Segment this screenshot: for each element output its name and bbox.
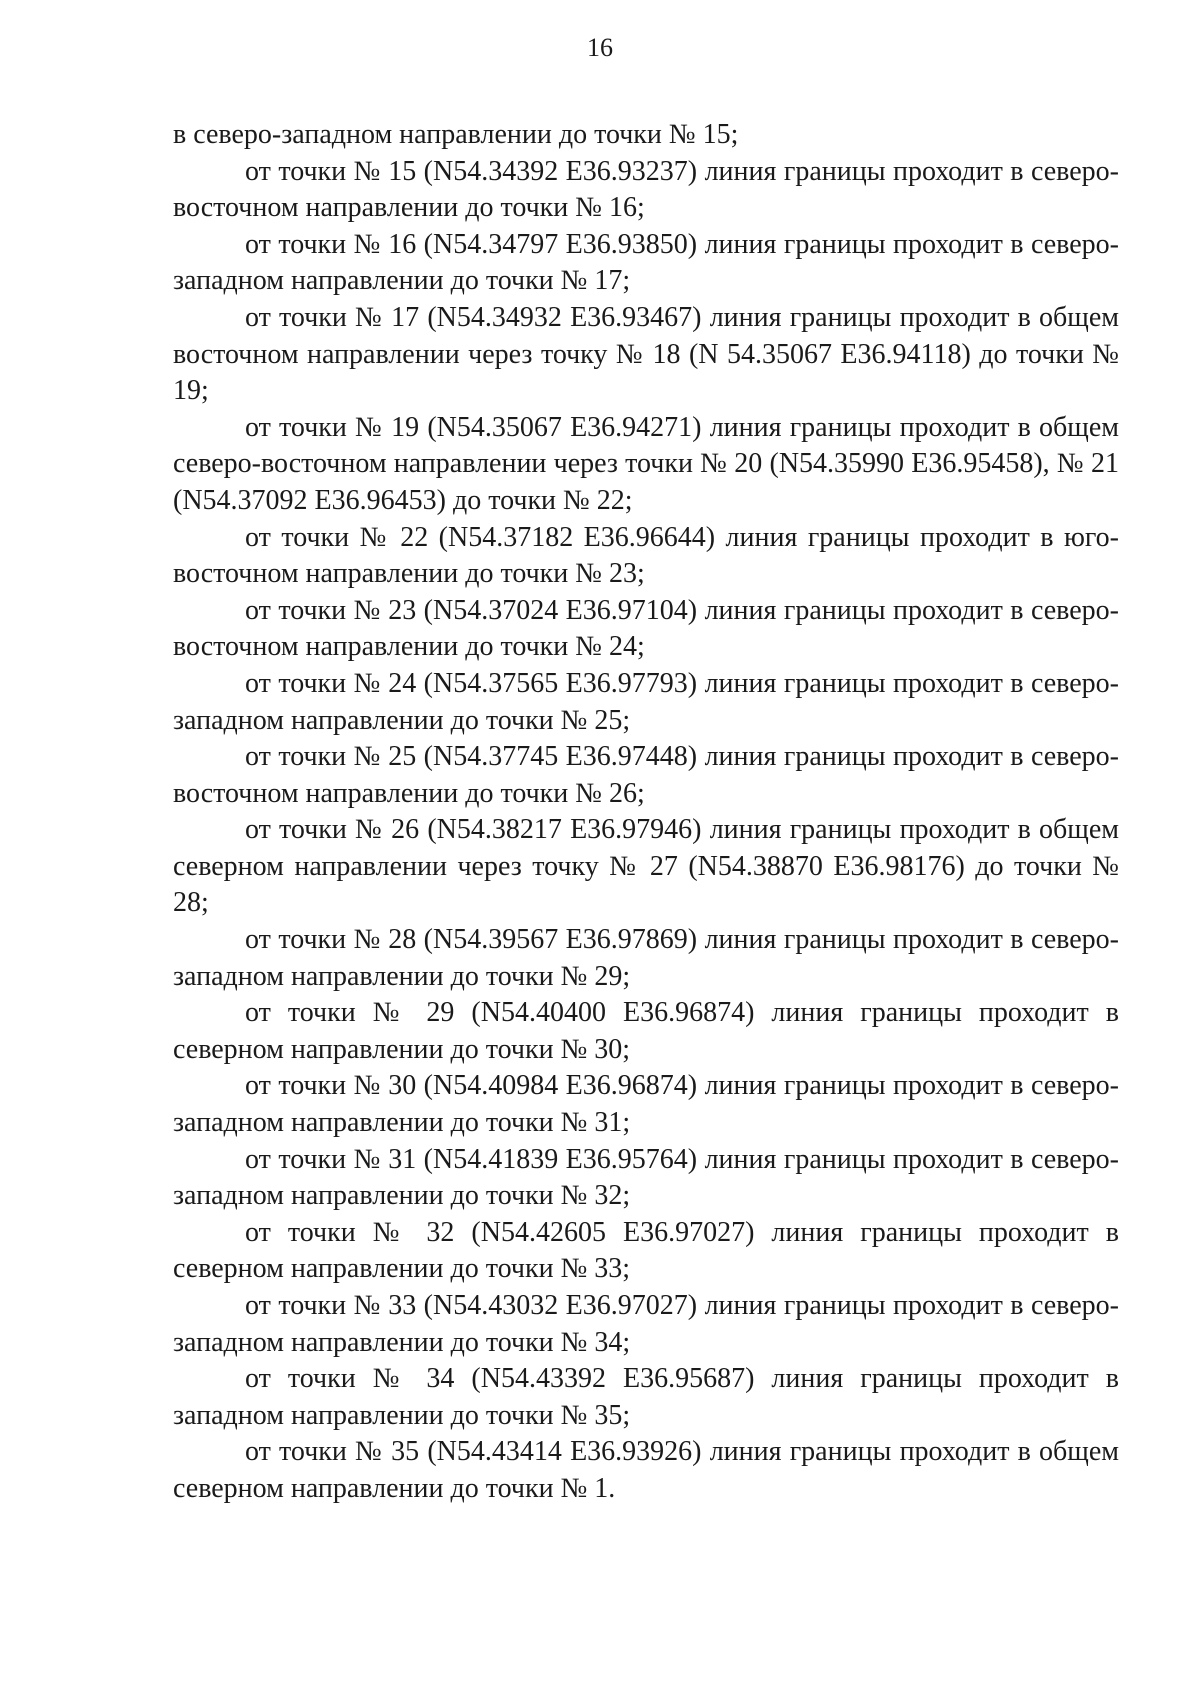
paragraph: от точки № 26 (N54.38217 E36.97946) линия границы проходит в общем северном направлении через точку № 27 (N54.38870 E36.98176) до точки № 28; <box>173 814 1119 919</box>
paragraph: в северо-западном направлении до точки № 15; <box>173 119 739 150</box>
paragraph: от точки № 16 (N54.34797 E36.93850) линия границы проходит в северо-западном направлении до точки № 17; <box>173 228 1119 297</box>
paragraph: от точки № 23 (N54.37024 E36.97104) линия границы проходит в северо-восточном направлении до точки № 24; <box>173 594 1119 663</box>
paragraph: от точки № 19 (N54.35067 E36.94271) линия границы проходит в общем северо-восточном направлении через точки № 20 (N54.35990 E36.95458), № 21 (N54.37092 E36.96453) до точки № 22; <box>173 411 1119 516</box>
paragraph: от точки № 15 (N54.34392 E36.93237) линия границы проходит в северо-восточном направлении до точки № 16; <box>173 155 1119 224</box>
paragraph: от точки № 31 (N54.41839 E36.95764) линия границы проходит в северо-западном направлении до точки № 32; <box>173 1143 1119 1212</box>
paragraph: от точки № 35 (N54.43414 E36.93926) линия границы проходит в общем северном направлении до точки № 1. <box>173 1436 1119 1504</box>
document-body <box>173 117 1119 1508</box>
paragraph: от точки № 28 (N54.39567 E36.97869) линия границы проходит в северо-западном направлении до точки № 29; <box>173 924 1119 992</box>
paragraph: от точки № 24 (N54.37565 E36.97793) линия границы проходит в северо-западном направлении до точки № 25; <box>173 667 1119 736</box>
paragraph: от точки № 29 (N54.40400 E36.96874) линия границы проходит в северном направлении до точки № 30; <box>173 997 1119 1065</box>
paragraph: от точки № 34 (N54.43392 E36.95687) линия границы проходит в западном направлении до точки № 35; <box>173 1363 1119 1431</box>
paragraph: от точки № 33 (N54.43032 E36.97027) линия границы проходит в северо-западном направлении до точки № 34; <box>173 1290 1119 1358</box>
page-number: 16 <box>587 33 613 62</box>
paragraph: от точки № 25 (N54.37745 E36.97448) линия границы проходит в северо-восточном направлении до точки № 26; <box>173 741 1119 809</box>
paragraph: от точки № 30 (N54.40984 E36.96874) линия границы проходит в северо-западном направлении до точки № 31; <box>173 1070 1119 1139</box>
paragraph: от точки № 17 (N54.34932 E36.93467) линия границы проходит в общем восточном направлении через точку № 18 (N 54.35067 E36.94118) до точки № 19; <box>173 301 1119 407</box>
paragraph: от точки № 32 (N54.42605 E36.97027) линия границы проходит в северном направлении до точки № 33; <box>173 1216 1119 1285</box>
paragraph: от точки № 22 (N54.37182 E36.96644) линия границы проходит в юго-восточном направлении до точки № 23; <box>173 521 1119 590</box>
